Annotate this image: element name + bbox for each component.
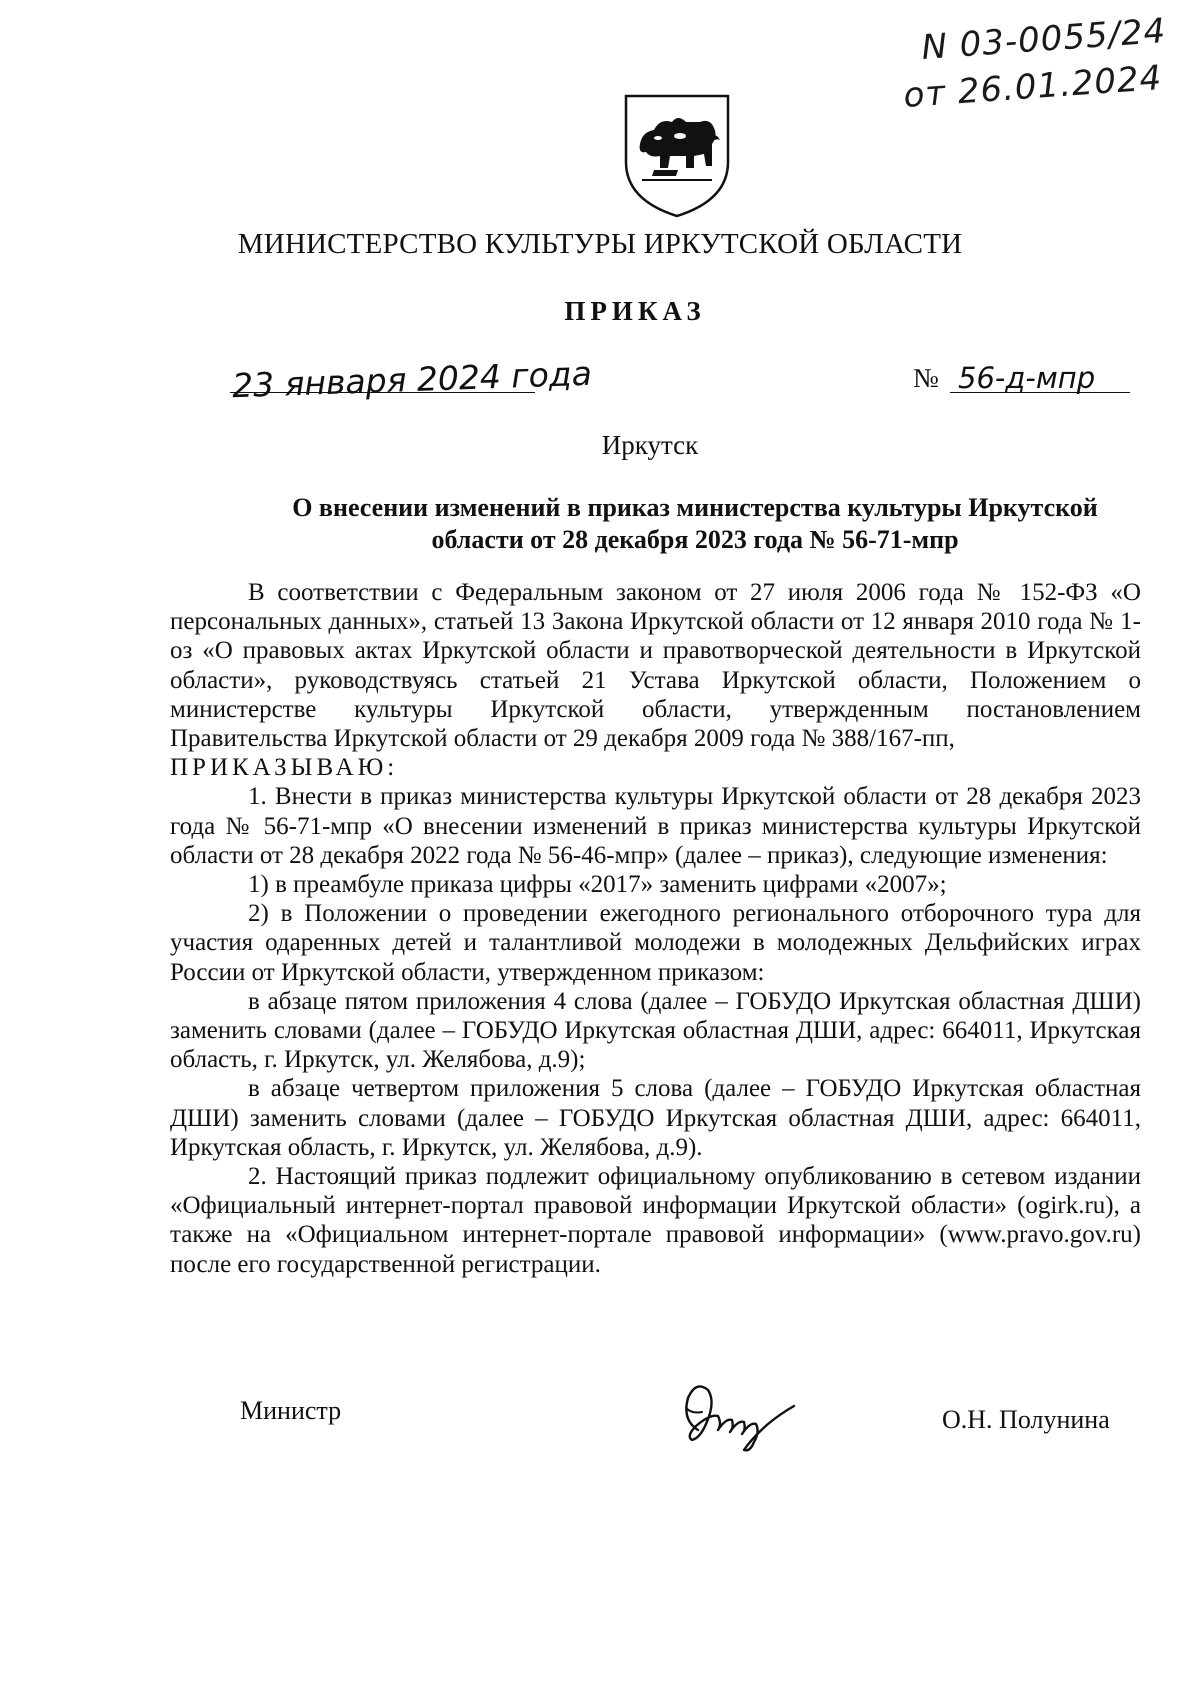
number-label: №	[913, 363, 939, 393]
item-2-paragraph: 2. Настоящий приказ подлежит официальному опубликованию в сетевом издании «Официальный интернет-портал правовой информации Иркутской области» (ogirk.ru), а также на «Официальном интернет-портале правовой информации» (www.pravo.gov.ru) после его государственной регистрации.	[170, 1163, 1141, 1278]
registration-stamp	[902, 11, 1168, 128]
heading-line-2: области от 28 декабря 2023 года № 56-71-мпр	[431, 525, 959, 554]
number-underline	[950, 392, 1130, 393]
minister-name: О.Н. Полунина	[942, 1405, 1110, 1434]
preamble-paragraph: В соответствии с Федеральным законом от 27 июля 2006 года № 152-ФЗ «О персональных данных», статьей 13 Закона Иркутской области от 12 января 2010 года № 1-оз «О правовых актах Иркутской области и правотворческой деятельности в Иркутской области», руководствуясь статьей 21 Устава Иркутской области, Положением о министерстве культуры Иркутской области, утвержденным постановлением Правительства Иркутской области от 29 декабря 2009 года № 388/167-пп,	[170, 579, 1141, 753]
city-name: Иркутск	[601, 430, 699, 460]
stamp-date: от 26.01.2024	[902, 58, 1164, 116]
item-1-2-b-paragraph: в абзаце четвертом приложения 5 слова (далее – ГОБУДО Иркутская областная ДШИ) заменить словами (далее – ГОБУДО Иркутская областная ДШИ, адрес: 664011, Иркутская область, г. Иркутск, ул. Желябова, д.9).	[170, 1075, 1141, 1161]
item-1-1-paragraph: 1) в преамбуле приказа цифры «2017» заменить цифрами «2007»;	[248, 871, 947, 899]
document-type-title: ПРИКАЗ	[564, 296, 706, 326]
order-body	[170, 578, 1141, 1279]
irkutsk-coat-of-arms-icon	[620, 92, 734, 220]
item-1-2-a-paragraph: в абзаце пятом приложения 4 слова (далее – ГОБУДО Иркутская областная ДШИ) заменить словами (далее – ГОБУДО Иркутская областная ДШИ, адрес: 664011, Иркутская область, г. Иркутск, ул. Желябова, д.9);	[170, 987, 1141, 1074]
order-keyword: ПРИКАЗЫВАЮ:	[170, 754, 399, 782]
minister-title: Министр	[240, 1396, 342, 1425]
handwritten-order-number: 56-д-мпр	[958, 361, 1096, 395]
item-1-paragraph: 1. Внести в приказ министерства культуры Иркутской области от 28 декабря 2023 года № 56-71-мпр «О внесении изменений в приказ министерства культуры Иркутской области от 28 декабря 2022 года № 56-46-мпр» (далее – приказ), следующие изменения:	[170, 783, 1141, 869]
date-underline	[230, 392, 535, 393]
item-1-2-paragraph: 2) в Положении о проведении ежегодного регионального отборочного тура для участия одаренных детей и талантливой молодежи в молодежных Дельфийских играх России от Иркутской области, утвержденном приказом:	[170, 900, 1141, 986]
handwritten-date: 23 января 2024 года	[231, 353, 593, 406]
handwritten-signature	[668, 1368, 818, 1458]
ministry-name: МИНИСТЕРСТВО КУЛЬТУРЫ ИРКУТСКОЙ ОБЛАСТИ	[237, 228, 963, 260]
stamp-number: N 03-0055/24	[920, 11, 1168, 69]
order-heading	[270, 492, 1120, 556]
heading-line-1: О внесении изменений в приказ министерства культуры Иркутской	[292, 493, 1098, 522]
